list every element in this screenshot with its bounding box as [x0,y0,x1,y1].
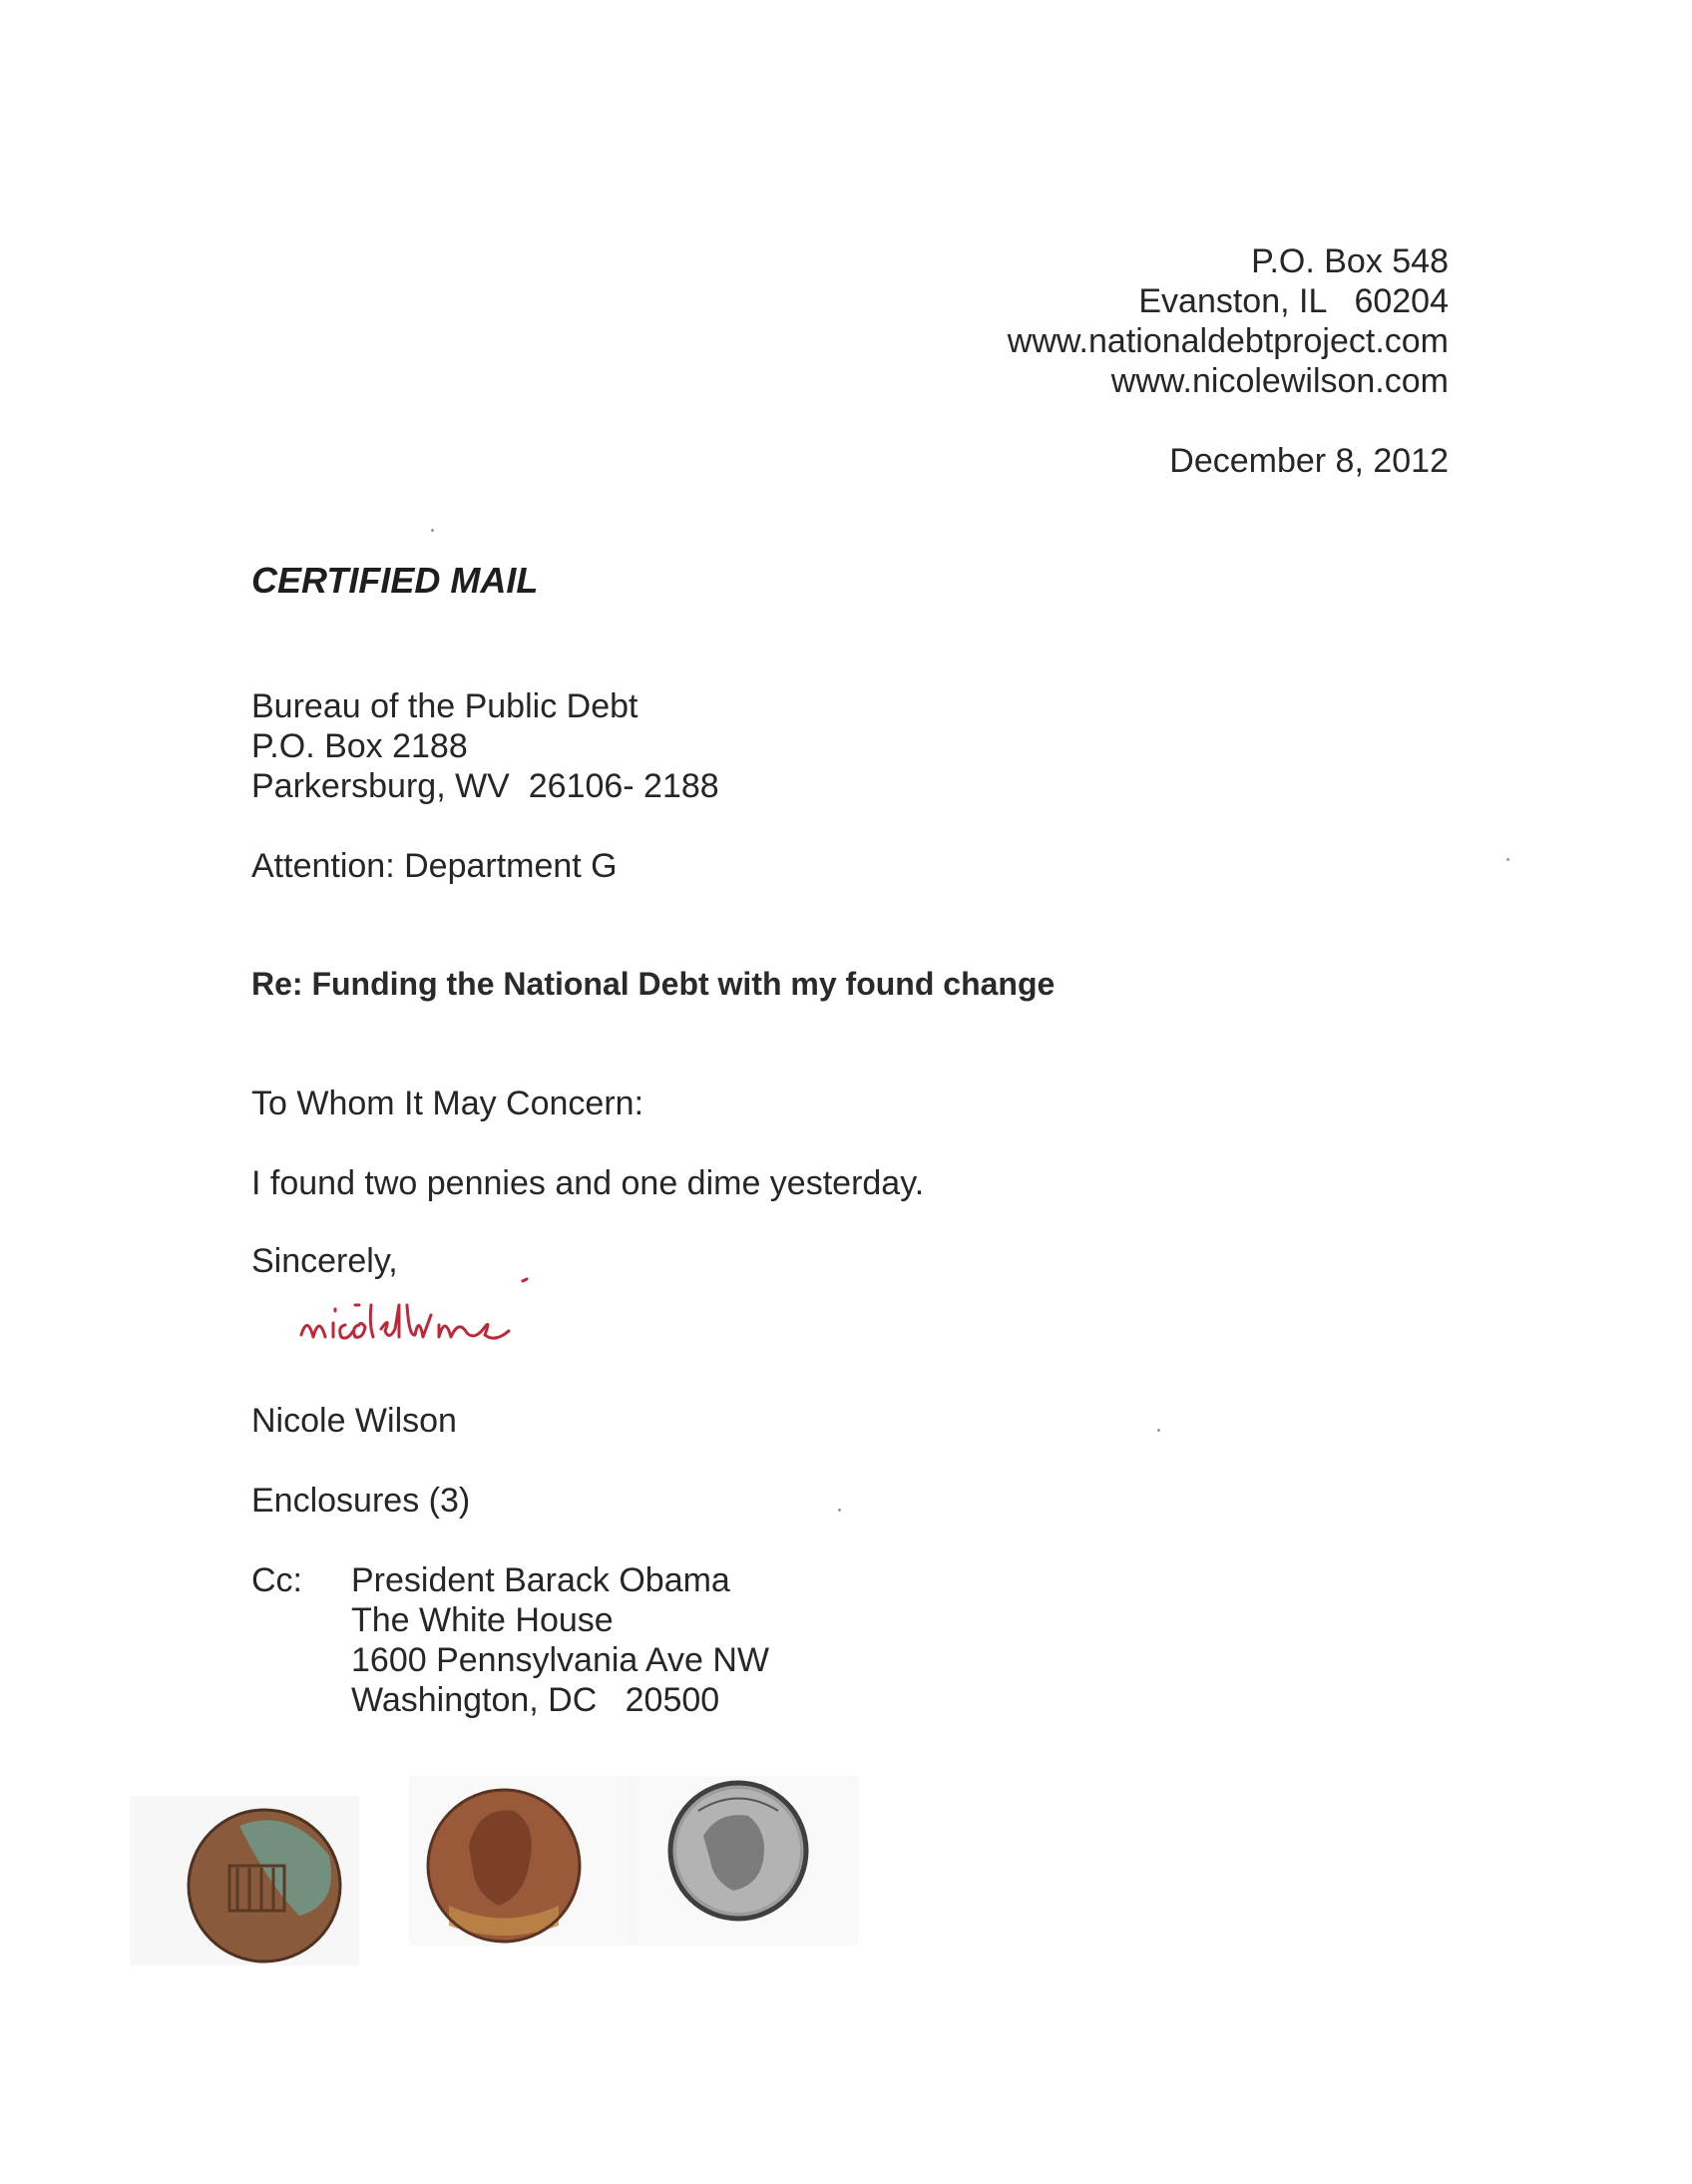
recipient-address-line1: P.O. Box 2188 [251,727,468,765]
sender-address-line2: Evanston, IL 60204 [1138,282,1449,320]
sender-address-line1: P.O. Box 548 [1251,242,1449,280]
cc-line: The White House [351,1601,614,1639]
cc-label: Cc: [251,1561,302,1599]
cc-line: President Barack Obama [351,1561,730,1599]
cc-line: 1600 Pennsylvania Ave NW [351,1641,769,1679]
letter-date: December 8, 2012 [1169,442,1449,480]
signer-name: Nicole Wilson [251,1402,457,1440]
penny-obverse-coin [428,1790,580,1942]
body-text: I found two pennies and one dime yesterday. [251,1164,925,1202]
cc-line: Washington, DC 20500 [351,1681,720,1719]
salutation: To Whom It May Concern: [251,1085,644,1122]
scan-speck [1506,858,1509,861]
certified-mail-heading: CERTIFIED MAIL [251,560,539,601]
recipient-address-line2: Parkersburg, WV 26106- 2188 [251,767,719,805]
scan-speck [838,1509,841,1512]
scan-speck [431,529,434,532]
scan-speck [1157,1429,1160,1432]
sender-website-1: www.nationaldebtproject.com [1007,322,1449,360]
enclosures: Enclosures (3) [251,1482,471,1520]
sender-website-2: www.nicolewilson.com [1110,362,1449,400]
closing: Sincerely, [251,1242,398,1280]
penny-reverse-coin [189,1810,340,1962]
recipient-name: Bureau of the Public Debt [251,687,638,725]
dime-obverse-coin [670,1783,806,1919]
enclosed-coins [120,1756,1117,1995]
attention-line: Attention: Department G [251,847,618,885]
handwritten-signature [295,1275,615,1375]
subject-line: Re: Funding the National Debt with my found change [251,966,1056,1002]
